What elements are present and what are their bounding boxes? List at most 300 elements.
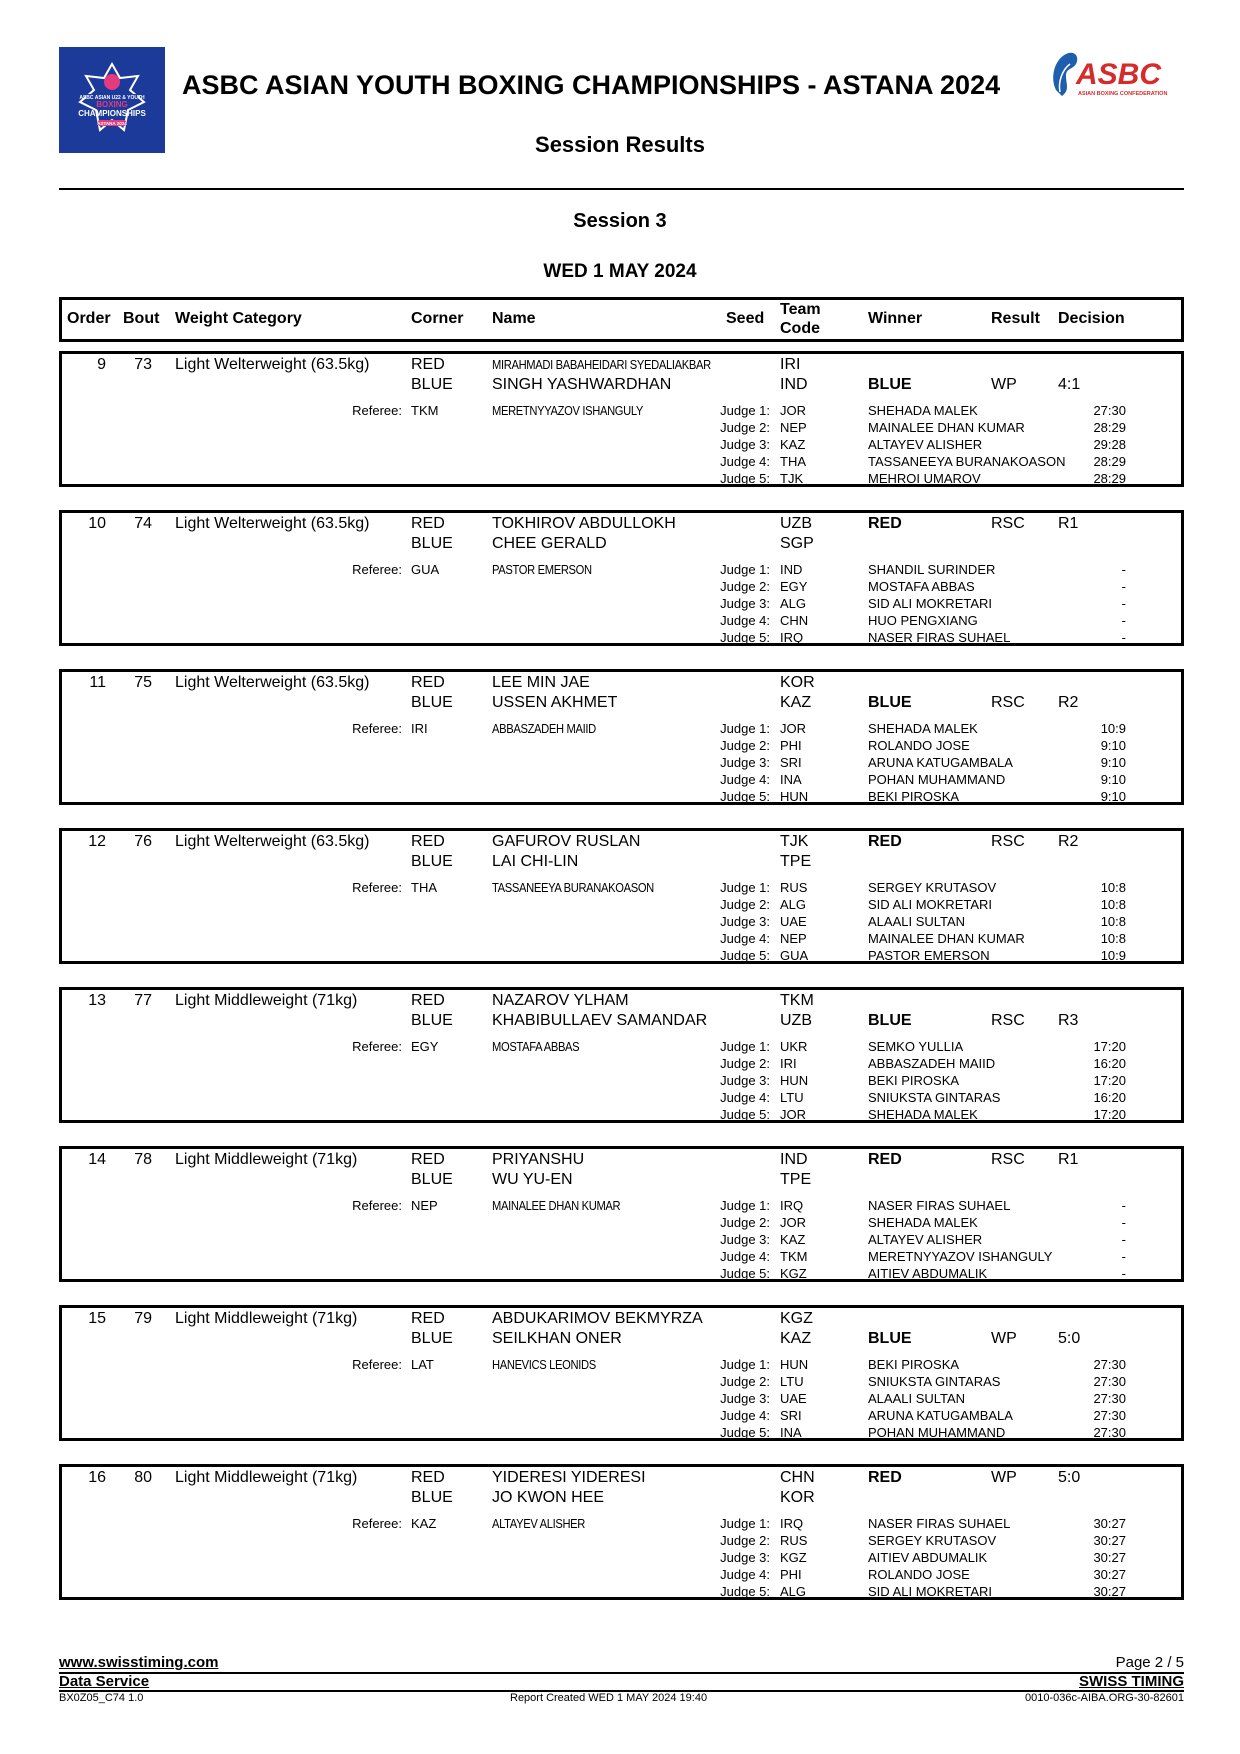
judge-score: 27:30 <box>1093 1374 1126 1389</box>
judge-score: 30:27 <box>1093 1533 1126 1548</box>
judge-team: RUS <box>780 1533 808 1548</box>
judge-team: SRI <box>780 755 802 770</box>
referee-team: LAT <box>411 1357 434 1372</box>
bout-number: 80 <box>134 1469 152 1486</box>
bout-block <box>59 987 1184 1123</box>
judge-score: 10:9 <box>1100 948 1126 963</box>
corner-red: RED <box>411 1151 445 1168</box>
judge-score: - <box>1121 596 1126 611</box>
red-boxer-name: ABDUKARIMOV BEKMYRZA <box>492 1310 703 1327</box>
referee-team: THA <box>411 880 437 895</box>
judge-label: Judge 5: <box>720 1107 770 1122</box>
red-boxer-name: TOKHIROV ABDULLOKH <box>492 515 676 532</box>
winner-corner: RED <box>868 515 902 532</box>
judge-name: ABBASZADEH MAIID <box>868 1056 996 1071</box>
judge-score: 10:8 <box>1100 914 1126 929</box>
judge-name: AITIEV ABDUMALIK <box>868 1266 988 1281</box>
session-title: Session 3 <box>573 210 667 232</box>
bout-order: 12 <box>88 833 106 850</box>
bout-number: 73 <box>134 356 152 373</box>
decision-value: 5:0 <box>1058 1469 1081 1486</box>
blue-boxer-name: KHABIBULLAEV SAMANDAR <box>492 1012 708 1029</box>
blue-team-code: SGP <box>780 535 814 552</box>
data-service-label: Data Service <box>59 1673 150 1690</box>
referee-name: TASSANEEYA BURANAKOASON <box>492 880 654 895</box>
judge-name: HUO PENGXIANG <box>868 613 978 628</box>
judge-team: LTU <box>780 1374 804 1389</box>
bout-order: 14 <box>88 1151 106 1168</box>
judge-team: IRQ <box>780 1198 804 1213</box>
red-boxer-name: MIRAHMADI BABAHEIDARI SYEDALIAKBAR <box>492 357 711 372</box>
judge-label: Judge 5: <box>720 948 770 963</box>
judge-name: MERETNYYAZOV ISHANGULY <box>868 1249 1053 1264</box>
judge-team: IRQ <box>780 1516 804 1531</box>
judge-team: EGY <box>780 579 808 594</box>
bout-order: 10 <box>88 515 106 532</box>
judge-name: NASER FIRAS SUHAEL <box>868 1198 1011 1213</box>
judge-name: TASSANEEYA BURANAKOASON <box>868 454 1066 469</box>
corner-red: RED <box>411 992 445 1009</box>
red-team-code: IRI <box>780 356 801 373</box>
judge-name: ALTAYEV ALISHER <box>868 437 983 452</box>
judge-name: SID ALI MOKRETARI <box>868 1584 993 1599</box>
corner-blue: BLUE <box>411 694 453 711</box>
judge-name: MOSTAFA ABBAS <box>868 579 975 594</box>
judge-team: NEP <box>780 420 807 435</box>
page-title: ASBC ASIAN YOUTH BOXING CHAMPIONSHIPS - ASTANA 2024 <box>182 70 1001 100</box>
blue-team-code: UZB <box>780 1012 812 1029</box>
col-decision: Decision <box>1058 310 1125 327</box>
judge-score: 9:10 <box>1100 789 1126 804</box>
asbc-logo-icon <box>1048 50 1184 105</box>
referee-label: Referee: <box>352 880 402 895</box>
judge-score: 30:27 <box>1093 1550 1126 1565</box>
page-number: Page 2 / 5 <box>1115 1654 1184 1671</box>
col-name: Name <box>492 310 536 327</box>
judge-score: - <box>1121 1266 1126 1281</box>
bout-order: 16 <box>88 1469 106 1486</box>
corner-blue: BLUE <box>411 376 453 393</box>
judge-label: Judge 1: <box>720 403 770 418</box>
judge-label: Judge 1: <box>720 880 770 895</box>
judge-team: ALG <box>780 1584 807 1599</box>
judge-team: IRQ <box>780 630 804 645</box>
weight-category: Light Middleweight (71kg) <box>175 1310 358 1327</box>
judge-name: SHEHADA MALEK <box>868 403 978 418</box>
result-type: RSC <box>991 694 1025 711</box>
judge-label: Judge 3: <box>720 1073 770 1088</box>
referee-label: Referee: <box>352 403 402 418</box>
judge-score: - <box>1121 1215 1126 1230</box>
judge-score: 10:9 <box>1100 721 1126 736</box>
winner-corner: BLUE <box>868 1330 912 1347</box>
col-result: Result <box>991 310 1040 327</box>
svg-text:ASBC ASIAN U22 & YOUTH: ASBC ASIAN U22 & YOUTH <box>79 95 145 101</box>
judge-team: JOR <box>780 403 806 418</box>
judge-team: GUA <box>780 948 809 963</box>
blue-team-code: IND <box>780 376 808 393</box>
result-type: RSC <box>991 1151 1025 1168</box>
judge-label: Judge 4: <box>720 772 770 787</box>
bout-block <box>59 828 1184 964</box>
judge-label: Judge 5: <box>720 1266 770 1281</box>
judge-score: - <box>1121 613 1126 628</box>
blue-team-code: KOR <box>780 1489 815 1506</box>
judge-team: THA <box>780 454 806 469</box>
bout-number: 75 <box>134 674 152 691</box>
judge-score: 27:30 <box>1093 1391 1126 1406</box>
referee-name: MAINALEE DHAN KUMAR <box>492 1198 621 1213</box>
judge-team: HUN <box>780 789 809 804</box>
judge-label: Judge 4: <box>720 1567 770 1582</box>
judge-label: Judge 4: <box>720 1408 770 1423</box>
judge-label: Judge 1: <box>720 1357 770 1372</box>
result-type: RSC <box>991 1012 1025 1029</box>
judge-team: KAZ <box>780 1232 806 1247</box>
judge-team: ALG <box>780 897 807 912</box>
bout-block <box>59 1464 1184 1600</box>
blue-boxer-name: LAI CHI-LIN <box>492 853 579 870</box>
judge-label: Judge 4: <box>720 1090 770 1105</box>
referee-name: MOSTAFA ABBAS <box>492 1039 580 1054</box>
winner-corner: BLUE <box>868 1012 912 1029</box>
corner-blue: BLUE <box>411 1171 453 1188</box>
judge-team: JOR <box>780 1107 806 1122</box>
weight-category: Light Middleweight (71kg) <box>175 992 358 1009</box>
judge-score: 30:27 <box>1093 1567 1126 1582</box>
corner-red: RED <box>411 515 445 532</box>
judge-team: HUN <box>780 1357 809 1372</box>
referee-label: Referee: <box>352 1198 402 1213</box>
red-team-code: KOR <box>780 674 815 691</box>
blue-boxer-name: CHEE GERALD <box>492 535 607 552</box>
corner-blue: BLUE <box>411 1489 453 1506</box>
judge-label: Judge 5: <box>720 1425 770 1440</box>
blue-team-code: TPE <box>780 853 812 870</box>
judge-label: Judge 1: <box>720 1039 770 1054</box>
report-subtitle: Session Results <box>535 132 705 157</box>
corner-red: RED <box>411 1469 445 1486</box>
document-id: 0010-036c-AIBA.ORG-30-82601 <box>1025 1692 1184 1704</box>
judge-label: Judge 3: <box>720 914 770 929</box>
report-created: Report Created WED 1 MAY 2024 19:40 <box>510 1692 708 1704</box>
decision-value: R1 <box>1058 1151 1079 1168</box>
decision-value: 4:1 <box>1058 376 1081 393</box>
blue-boxer-name: USSEN AKHMET <box>492 694 618 711</box>
result-type: RSC <box>991 833 1025 850</box>
judge-score: 10:8 <box>1100 897 1126 912</box>
blue-boxer-name: WU YU-EN <box>492 1171 573 1188</box>
weight-category: Light Welterweight (63.5kg) <box>175 515 370 532</box>
judge-label: Judge 4: <box>720 454 770 469</box>
website-link[interactable]: www.swisstiming.com <box>59 1654 219 1671</box>
weight-category: Light Middleweight (71kg) <box>175 1151 358 1168</box>
column-header <box>59 297 1184 342</box>
svg-text:ASIAN BOXING CONFEDERATION: ASIAN BOXING CONFEDERATION <box>1078 91 1168 97</box>
winner-corner: RED <box>868 1469 902 1486</box>
blue-boxer-name: SEILKHAN ONER <box>492 1330 622 1347</box>
weight-category: Light Welterweight (63.5kg) <box>175 356 370 373</box>
judge-score: 9:10 <box>1100 772 1126 787</box>
judge-name: SERGEY KRUTASOV <box>868 880 997 895</box>
referee-team: GUA <box>411 562 440 577</box>
bout-block <box>59 669 1184 805</box>
blue-team-code: KAZ <box>780 694 812 711</box>
referee-team: TKM <box>411 403 439 418</box>
result-type: WP <box>991 376 1017 393</box>
report-code: BX0Z05_C74 1.0 <box>59 1692 144 1704</box>
judge-label: Judge 4: <box>720 613 770 628</box>
referee-team: KAZ <box>411 1516 437 1531</box>
judge-team: UAE <box>780 914 807 929</box>
judge-score: - <box>1121 562 1126 577</box>
judge-team: PHI <box>780 738 802 753</box>
svg-text:ASBC: ASBC <box>1076 58 1162 91</box>
corner-red: RED <box>411 674 445 691</box>
judge-name: BEKI PIROSKA <box>868 1073 960 1088</box>
judge-score: 16:20 <box>1093 1090 1126 1105</box>
judge-name: MEHROI UMAROV <box>868 471 981 486</box>
judge-team: RUS <box>780 880 808 895</box>
judge-score: 9:10 <box>1100 755 1126 770</box>
judge-name: AITIEV ABDUMALIK <box>868 1550 988 1565</box>
decision-value: R1 <box>1058 515 1079 532</box>
judge-name: MAINALEE DHAN KUMAR <box>868 420 1025 435</box>
judge-label: Judge 3: <box>720 755 770 770</box>
asbc-logo <box>1048 50 1184 105</box>
red-boxer-name: YIDERESI YIDERESI <box>492 1469 646 1486</box>
red-team-code: TKM <box>780 992 814 1009</box>
judge-score: 27:30 <box>1093 403 1126 418</box>
judge-name: SEMKO YULLIA <box>868 1039 964 1054</box>
judge-score: 28:29 <box>1093 471 1126 486</box>
judge-label: Judge 2: <box>720 420 770 435</box>
referee-name: MERETNYYAZOV ISHANGULY <box>492 403 644 418</box>
judge-name: BEKI PIROSKA <box>868 1357 960 1372</box>
judge-label: Judge 3: <box>720 1550 770 1565</box>
referee-label: Referee: <box>352 1516 402 1531</box>
judge-label: Judge 2: <box>720 738 770 753</box>
red-boxer-name: LEE MIN JAE <box>492 674 590 691</box>
winner-corner: BLUE <box>868 376 912 393</box>
judge-score: 27:30 <box>1093 1408 1126 1423</box>
judge-name: POHAN MUHAMMAND <box>868 1425 1006 1440</box>
judge-score: - <box>1121 630 1126 645</box>
corner-red: RED <box>411 1310 445 1327</box>
judge-score: 10:8 <box>1100 931 1126 946</box>
corner-blue: BLUE <box>411 1012 453 1029</box>
decision-value: R2 <box>1058 833 1079 850</box>
winner-corner: RED <box>868 1151 902 1168</box>
corner-red: RED <box>411 356 445 373</box>
col-winner: Winner <box>868 310 923 327</box>
footer-divider-1 <box>59 1672 1184 1674</box>
col-corner: Corner <box>411 310 464 327</box>
judge-team: HUN <box>780 1073 809 1088</box>
referee-name: ABBASZADEH MAIID <box>492 721 596 736</box>
red-team-code: CHN <box>780 1469 815 1486</box>
judge-team: KAZ <box>780 437 806 452</box>
bout-order: 11 <box>89 674 106 691</box>
judge-name: SNIUKSTA GINTARAS <box>868 1374 1001 1389</box>
judge-team: KGZ <box>780 1266 807 1281</box>
judge-name: SID ALI MOKRETARI <box>868 897 993 912</box>
judge-team: KGZ <box>780 1550 807 1565</box>
judge-score: 27:30 <box>1093 1425 1126 1440</box>
judge-label: Judge 4: <box>720 931 770 946</box>
championships-logo-icon <box>72 60 152 140</box>
judge-name: POHAN MUHAMMAND <box>868 772 1006 787</box>
judge-team: TJK <box>780 471 804 486</box>
judge-name: ROLANDO JOSE <box>868 738 970 753</box>
bout-number: 77 <box>134 992 152 1009</box>
col-seed: Seed <box>726 310 765 327</box>
judge-score: 16:20 <box>1093 1056 1126 1071</box>
referee-name: ALTAYEV ALISHER <box>492 1516 586 1531</box>
judge-team: CHN <box>780 613 809 628</box>
judge-label: Judge 3: <box>720 437 770 452</box>
judge-label: Judge 2: <box>720 1215 770 1230</box>
judge-label: Judge 5: <box>720 1584 770 1599</box>
judge-score: 30:27 <box>1093 1584 1126 1599</box>
col-weight-category: Weight Category <box>175 310 302 327</box>
judge-score: 30:27 <box>1093 1516 1126 1531</box>
bout-block <box>59 510 1184 646</box>
judge-label: Judge 2: <box>720 579 770 594</box>
referee-name: PASTOR EMERSON <box>492 562 592 577</box>
bout-block <box>59 1305 1184 1441</box>
svg-text:BOXING: BOXING <box>96 100 128 109</box>
judge-name: ALTAYEV ALISHER <box>868 1232 983 1247</box>
referee-name: HANEVICS LEONIDS <box>492 1357 596 1372</box>
judge-team: SRI <box>780 1408 802 1423</box>
col-order: Order <box>67 310 111 327</box>
bout-block <box>59 1146 1184 1282</box>
red-boxer-name: NAZAROV YLHAM <box>492 992 629 1009</box>
referee-team: EGY <box>411 1039 439 1054</box>
judge-name: ROLANDO JOSE <box>868 1567 970 1582</box>
judge-label: Judge 5: <box>720 630 770 645</box>
judge-team: INA <box>780 772 802 787</box>
judge-team: INA <box>780 1425 802 1440</box>
judge-score: - <box>1121 1232 1126 1247</box>
red-team-code: IND <box>780 1151 808 1168</box>
judge-name: NASER FIRAS SUHAEL <box>868 630 1011 645</box>
judge-name: SERGEY KRUTASOV <box>868 1533 997 1548</box>
judge-name: ALAALI SULTAN <box>868 1391 966 1406</box>
judge-score: - <box>1121 1198 1126 1213</box>
judge-label: Judge 2: <box>720 1533 770 1548</box>
winner-corner: BLUE <box>868 694 912 711</box>
judge-score: 17:20 <box>1093 1073 1126 1088</box>
judge-name: BEKI PIROSKA <box>868 789 960 804</box>
referee-label: Referee: <box>352 721 402 736</box>
red-boxer-name: PRIYANSHU <box>492 1151 585 1168</box>
judge-team: JOR <box>780 1215 806 1230</box>
judge-name: ALAALI SULTAN <box>868 914 966 929</box>
svg-text:ASTANA 2024: ASTANA 2024 <box>97 121 127 126</box>
judge-name: NASER FIRAS SUHAEL <box>868 1516 1011 1531</box>
weight-category: Light Welterweight (63.5kg) <box>175 833 370 850</box>
referee-team: NEP <box>411 1198 438 1213</box>
decision-value: 5:0 <box>1058 1330 1081 1347</box>
corner-blue: BLUE <box>411 853 453 870</box>
judge-label: Judge 1: <box>720 1198 770 1213</box>
judge-label: Judge 1: <box>720 721 770 736</box>
blue-boxer-name: JO KWON HEE <box>492 1489 605 1506</box>
judge-label: Judge 5: <box>720 471 770 486</box>
judge-label: Judge 3: <box>720 596 770 611</box>
judge-label: Judge 2: <box>720 897 770 912</box>
judge-team: LTU <box>780 1090 804 1105</box>
weight-category: Light Welterweight (63.5kg) <box>175 674 370 691</box>
judge-score: 9:10 <box>1100 738 1126 753</box>
header-divider <box>59 188 1184 190</box>
judge-team: IND <box>780 562 803 577</box>
judge-score: 27:30 <box>1093 1357 1126 1372</box>
bout-order: 13 <box>88 992 106 1009</box>
result-type: RSC <box>991 515 1025 532</box>
judge-name: PASTOR EMERSON <box>868 948 990 963</box>
bout-block <box>59 351 1184 487</box>
judge-team: ALG <box>780 596 807 611</box>
red-team-code: KGZ <box>780 1310 813 1327</box>
referee-label: Referee: <box>352 562 402 577</box>
judge-score: 10:8 <box>1100 880 1126 895</box>
bout-number: 74 <box>134 515 152 532</box>
session-date: WED 1 MAY 2024 <box>543 261 697 282</box>
judge-team: UAE <box>780 1391 807 1406</box>
judge-label: Judge 2: <box>720 1374 770 1389</box>
blue-team-code: TPE <box>780 1171 812 1188</box>
judge-name: ARUNA KATUGAMBALA <box>868 755 1013 770</box>
decision-value: R2 <box>1058 694 1079 711</box>
judge-label: Judge 1: <box>720 1516 770 1531</box>
judge-label: Judge 3: <box>720 1232 770 1247</box>
judge-name: MAINALEE DHAN KUMAR <box>868 931 1025 946</box>
result-type: WP <box>991 1469 1017 1486</box>
blue-boxer-name: SINGH YASHWARDHAN <box>492 376 672 393</box>
judge-score: 28:29 <box>1093 454 1126 469</box>
winner-corner: RED <box>868 833 902 850</box>
red-team-code: TJK <box>780 833 809 850</box>
swiss-timing-label: SWISS TIMING <box>1079 1673 1184 1690</box>
judge-score: 17:20 <box>1093 1039 1126 1054</box>
corner-red: RED <box>411 833 445 850</box>
bout-order: 15 <box>88 1310 106 1327</box>
judge-label: Judge 1: <box>720 562 770 577</box>
judge-name: ARUNA KATUGAMBALA <box>868 1408 1013 1423</box>
judge-name: SNIUKSTA GINTARAS <box>868 1090 1001 1105</box>
judge-name: SHEHADA MALEK <box>868 1107 978 1122</box>
referee-team: IRI <box>411 721 428 736</box>
judge-label: Judge 4: <box>720 1249 770 1264</box>
bout-number: 78 <box>134 1151 152 1168</box>
weight-category: Light Middleweight (71kg) <box>175 1469 358 1486</box>
judge-score: 29:28 <box>1093 437 1126 452</box>
judge-team: UKR <box>780 1039 808 1054</box>
result-type: WP <box>991 1330 1017 1347</box>
decision-value: R3 <box>1058 1012 1079 1029</box>
bout-number: 79 <box>134 1310 152 1327</box>
judge-name: SHEHADA MALEK <box>868 721 978 736</box>
judge-name: SHANDIL SURINDER <box>868 562 996 577</box>
referee-label: Referee: <box>352 1357 402 1372</box>
judge-label: Judge 2: <box>720 1056 770 1071</box>
judge-name: SID ALI MOKRETARI <box>868 596 993 611</box>
red-team-code: UZB <box>780 515 812 532</box>
referee-label: Referee: <box>352 1039 402 1054</box>
